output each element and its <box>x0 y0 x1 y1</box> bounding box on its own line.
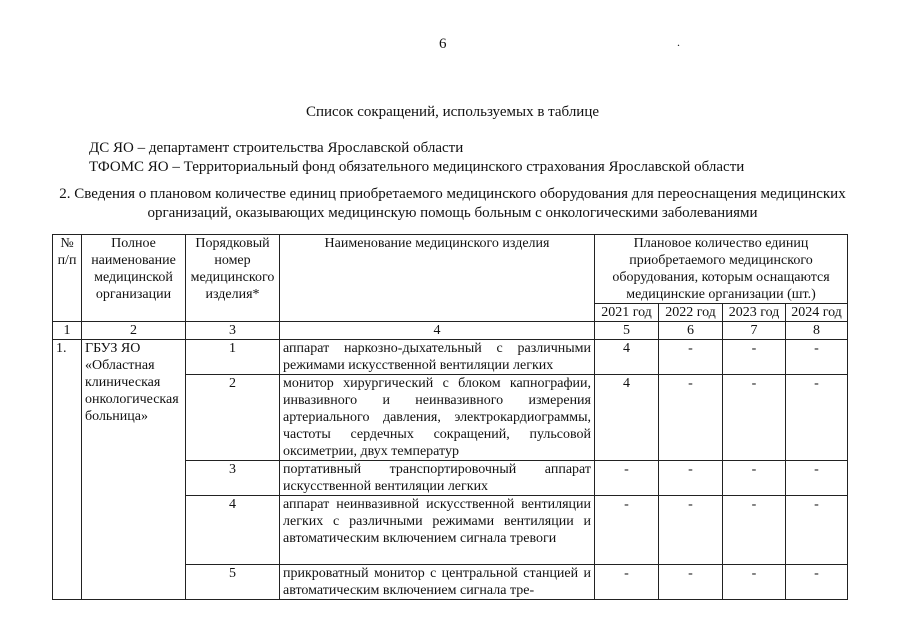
device-name: монитор хирургический с блоком капнографии, инвазивного и неинвазивного измерения артериального давления, электрокардиограммы, частоты сердечных сокращений, пульсовой оксиметрии, двух температур <box>280 375 595 461</box>
device-name: прикроватный монитор с центральной станцией и автоматическим включением сигнала тре- <box>280 565 595 600</box>
qty-2021: 4 <box>595 340 659 375</box>
qty-2022: - <box>659 461 723 496</box>
qty-2022: - <box>659 340 723 375</box>
header-row <box>53 235 848 304</box>
item-number: 1 <box>186 340 280 375</box>
qty-2021: 4 <box>595 375 659 461</box>
column-number: 3 <box>186 322 280 340</box>
qty-2023: - <box>723 375 786 461</box>
column-number: 4 <box>280 322 595 340</box>
equipment-table <box>52 234 848 600</box>
qty-2023: - <box>723 496 786 565</box>
qty-2024: - <box>786 461 848 496</box>
section-title: 2. Сведения о плановом количестве единиц приобретаемого медицинского оборудования для переоснащения медицинских организаций, оказывающих медицинскую помощь больным с онкологическими заболеваниями <box>59 186 846 221</box>
header-planned-quantity: Плановое количество единиц приобретаемого медицинского оборудования, которым оснащаются медицинские организации (шт.) <box>595 235 848 304</box>
page-number: 6 <box>439 36 447 52</box>
header-item-number: Порядковый номер медицинского изделия* <box>186 235 280 322</box>
device-name: аппарат наркозно-дыхательный с различными режимами искусственной вентиляции легких <box>280 340 595 375</box>
header-device-name: Наименование медицинского изделия <box>280 235 595 322</box>
qty-2023: - <box>723 340 786 375</box>
qty-2023: - <box>723 461 786 496</box>
abbreviation-item: ДС ЯО – департамент строительства Ярославской области <box>89 140 464 156</box>
header-year-2024: 2024 год <box>786 304 848 322</box>
column-number: 8 <box>786 322 848 340</box>
qty-2024: - <box>786 340 848 375</box>
column-number: 7 <box>723 322 786 340</box>
abbreviation-item: ТФОМС ЯО – Территориальный фонд обязательного медицинского страхования Ярославской области <box>89 159 745 175</box>
stray-mark: . <box>677 35 680 49</box>
column-number: 5 <box>595 322 659 340</box>
header-year-2023: 2023 год <box>723 304 786 322</box>
header-organization: Полное наименование медицинской организации <box>82 235 186 322</box>
qty-2024: - <box>786 496 848 565</box>
org-name: ГБУЗ ЯО «Областная клиническая онкологическая больница» <box>82 340 186 600</box>
header-num: № п/п <box>53 235 82 322</box>
qty-2021: - <box>595 461 659 496</box>
qty-2021: - <box>595 496 659 565</box>
item-number: 3 <box>186 461 280 496</box>
device-name: портативный транспортировочный аппарат искусственной вентиляции легких <box>280 461 595 496</box>
column-numbers-row <box>53 322 848 340</box>
header-year-2022: 2022 год <box>659 304 723 322</box>
qty-2024: - <box>786 565 848 600</box>
device-name: аппарат неинвазивной искусственной вентиляции легких с различными режимами вентиляции и автоматическим включением сигнала тревоги <box>280 496 595 565</box>
qty-2022: - <box>659 565 723 600</box>
qty-2021: - <box>595 565 659 600</box>
header-year-2021: 2021 год <box>595 304 659 322</box>
qty-2023: - <box>723 565 786 600</box>
item-number: 2 <box>186 375 280 461</box>
item-number: 5 <box>186 565 280 600</box>
qty-2022: - <box>659 375 723 461</box>
table-row <box>53 340 848 375</box>
column-number: 1 <box>53 322 82 340</box>
column-number: 2 <box>82 322 186 340</box>
qty-2022: - <box>659 496 723 565</box>
qty-2024: - <box>786 375 848 461</box>
org-number: 1. <box>53 340 82 600</box>
item-number: 4 <box>186 496 280 565</box>
abbreviations-title: Список сокращений, используемых в таблице <box>305 104 600 120</box>
column-number: 6 <box>659 322 723 340</box>
